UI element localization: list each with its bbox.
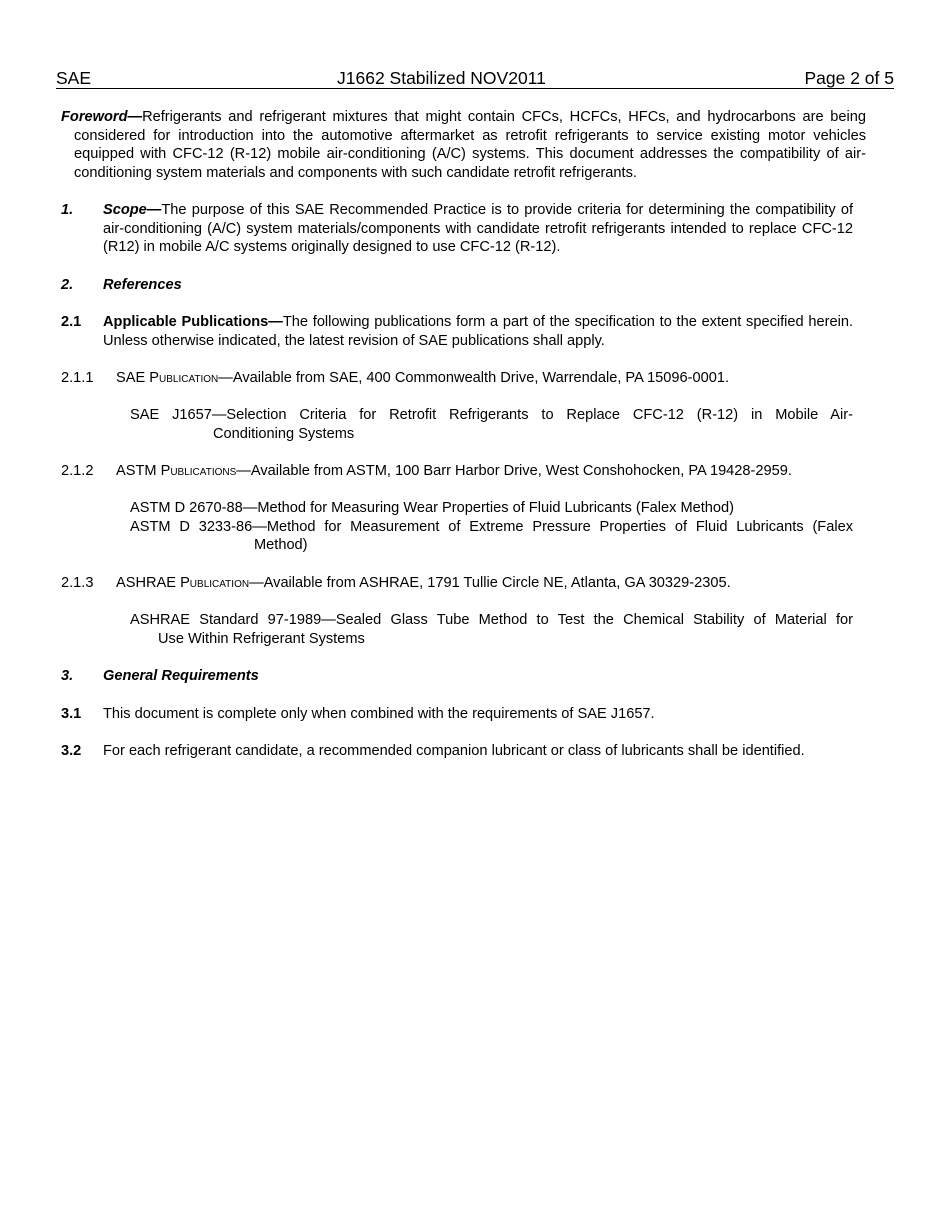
scope-paragraph (103, 201, 853, 257)
ashrae-reference (130, 611, 853, 648)
ashrae-pub-line (116, 574, 731, 593)
foreword-label: Foreword— (61, 109, 143, 125)
sae-pub-number: 2.1.1 (61, 370, 94, 386)
req-3-1-text: This document is complete only when combined with the requirements of SAE J1657. (103, 706, 655, 722)
sae-pub-line (116, 369, 729, 388)
astm-references (130, 499, 853, 555)
foreword-text: Refrigerants and refrigerant mixtures that might contain CFCs, HCFCs, HFCs, and hydrocarbons are being considered for introduction into the automotive aftermarket as retrofit refrigerants to service existing motor vehicles equipped with CFC-12 (R-12) mobile air-conditioning (A/C) systems. This document addresses the compatibility of air-conditioning system materials and components with such candidate retrofit refrigerants. (74, 109, 866, 182)
ashrae-pub-label: ASHRAE Publication (116, 575, 250, 591)
applicable-paragraph (103, 313, 853, 350)
astm-d3233-line1: ASTM D 3233-86—Method for Measurement of Extreme Pressure Properties of Fluid Lubricants (Falex (130, 518, 853, 535)
header-right: Page 2 of 5 (804, 68, 894, 88)
applicable-label: Applicable Publications— (103, 314, 283, 330)
ashrae-line2: Use Within Refrigerant Systems (158, 630, 365, 647)
sae-pub-label: SAE Publication (116, 370, 219, 386)
references-number: 2. (61, 277, 74, 293)
general-number: 3. (61, 668, 74, 684)
astm-pub-label: ASTM Publications (116, 463, 237, 479)
req-3-1-number: 3.1 (61, 706, 82, 722)
page-header (56, 68, 894, 89)
ashrae-line1: ASHRAE Standard 97-1989—Sealed Glass Tube Method to Test the Chemical Stability of Material for (130, 612, 853, 628)
astm-pub-line (116, 462, 792, 481)
header-left: SAE (56, 68, 92, 88)
applicable-number: 2.1 (61, 314, 82, 330)
general-heading: General Requirements (103, 668, 259, 684)
ashrae-pub-text: —Available from ASHRAE, 1791 Tullie Circle NE, Atlanta, GA 30329-2305. (249, 575, 731, 591)
astm-d2670-reference: ASTM D 2670-88—Method for Measuring Wear Properties of Fluid Lubricants (Falex Method) (130, 500, 735, 516)
references-heading: References (103, 277, 182, 293)
sae-j1657-line1: SAE J1657—Selection Criteria for Retrofit Refrigerants to Replace CFC-12 (R-12) in Mobile Air- (130, 407, 853, 423)
astm-pub-text: —Available from ASTM, 100 Barr Harbor Drive, West Conshohocken, PA 19428-2959. (236, 463, 792, 479)
ashrae-pub-number: 2.1.3 (61, 575, 94, 591)
sae-j1657-line2: Conditioning Systems (213, 425, 355, 442)
scope-text: The purpose of this SAE Recommended Practice is to provide criteria for determining the compatibility of air-conditioning (A/C) system materials/components with candidate retrofit refrigerants intended to replace CFC-12 (R12) in mobile A/C systems originally designed to use CFC-12 (R-12). (103, 202, 853, 256)
sae-pub-text: —Available from SAE, 400 Commonwealth Drive, Warrendale, PA 15096-0001. (218, 370, 730, 386)
astm-d3233-line2: Method) (254, 537, 308, 554)
req-3-2-number: 3.2 (61, 743, 82, 759)
scope-label: Scope— (103, 202, 162, 218)
sae-j1657-reference (130, 406, 853, 443)
req-3-2-text: For each refrigerant candidate, a recommended companion lubricant or class of lubricants shall be identified. (103, 743, 805, 759)
header-center: J1662 Stabilized NOV2011 (337, 68, 546, 88)
astm-pub-number: 2.1.2 (61, 463, 94, 479)
scope-number: 1. (61, 202, 74, 218)
foreword-paragraph (61, 108, 866, 183)
applicable-text: The following publications form a part of the specification to the extent specified herein. Unless otherwise indicated, the latest revision of SAE publications shall apply. (103, 314, 853, 349)
